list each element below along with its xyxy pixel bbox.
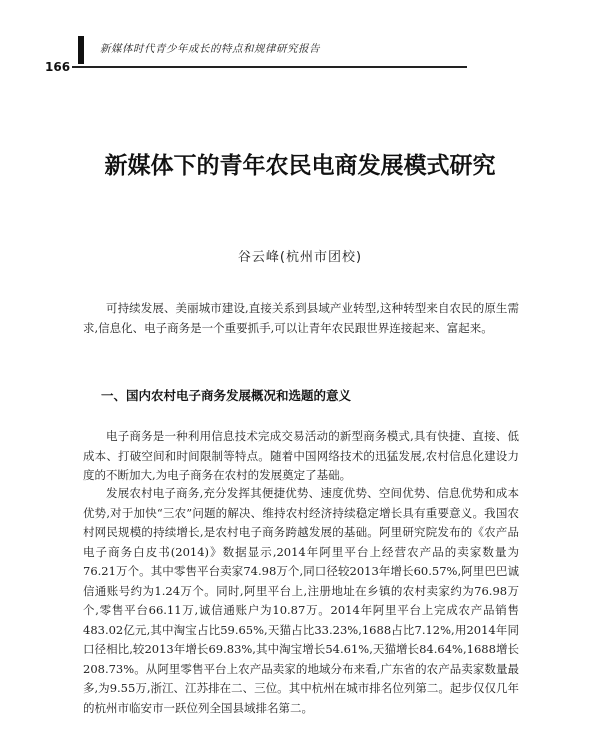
page-number: 166 [45,60,71,74]
header-side-bar [78,36,84,64]
article-title: 新媒体下的青年农民电商发展模式研究 [104,152,496,179]
body-paragraph: 电子商务是一种利用信息技术完成交易活动的新型商务模式,具有快捷、直接、低成本、打破空间和时间限制等特点。随着中国网络技术的迅猛发展,农村信息化建设力度的不断加大,为电子商务在农村的发展奠定了基础。 [83,429,519,482]
body-paragraph: 发展农村电子商务,充分发挥其便捷优势、速度优势、空间优势、信息优势和成本优势,对于加快“三农”问题的解决、维持农村经济持续稳定增长具有重要意义。我国农村网民规模的持续增长,是农村电子商务跨越发展的基础。阿里研究院发布的《农产品电子商务白皮书(2014)》数据显示,2014年阿里平台上经营农产品的卖家数量为76.21万个。其中零售平台卖家74.98万个,同口径较2013年增长60.57%,阿里巴巴诚信通账号约为1.24万个。同时,阿里平台上,注册地址在乡镇的农村卖家约为76.98万个,零售平台66.11万,诚信通账户为10.87万。2014年阿里平台上完成农产品销售483.02亿元,其中淘宝占比59.65%,天猫占比33.23%,1688占比7.12%,用2014年同口径相比,较2013年增长69.83%,其中淘宝增长54.61%,天猫增长84.64%,1688增长208.73%。从阿里零售平台上农产品卖家的地域分布来看,广东省的农产品卖家数量最多,为9.55万,浙江、江苏排在二、三位。其中杭州在城市排名位列第二。起步仅仅几年的杭州市临安市一跃位列全国县域排名第二。 [83,486,519,715]
abstract-paragraph: 可持续发展、美丽城市建设,直接关系到县域产业转型,这种转型来自农民的原生需求,信息化、电子商务是一个重要抓手,可以让青年农民跟世界连接起来、富起来。 [83,301,519,335]
running-header-title: 新媒体时代青少年成长的特点和规律研究报告 [100,43,320,55]
article-author: 谷云峰(杭州市团校) [237,250,363,265]
header-rule [72,66,467,68]
section-heading: 一、国内农村电子商务发展概况和选题的意义 [101,388,352,403]
